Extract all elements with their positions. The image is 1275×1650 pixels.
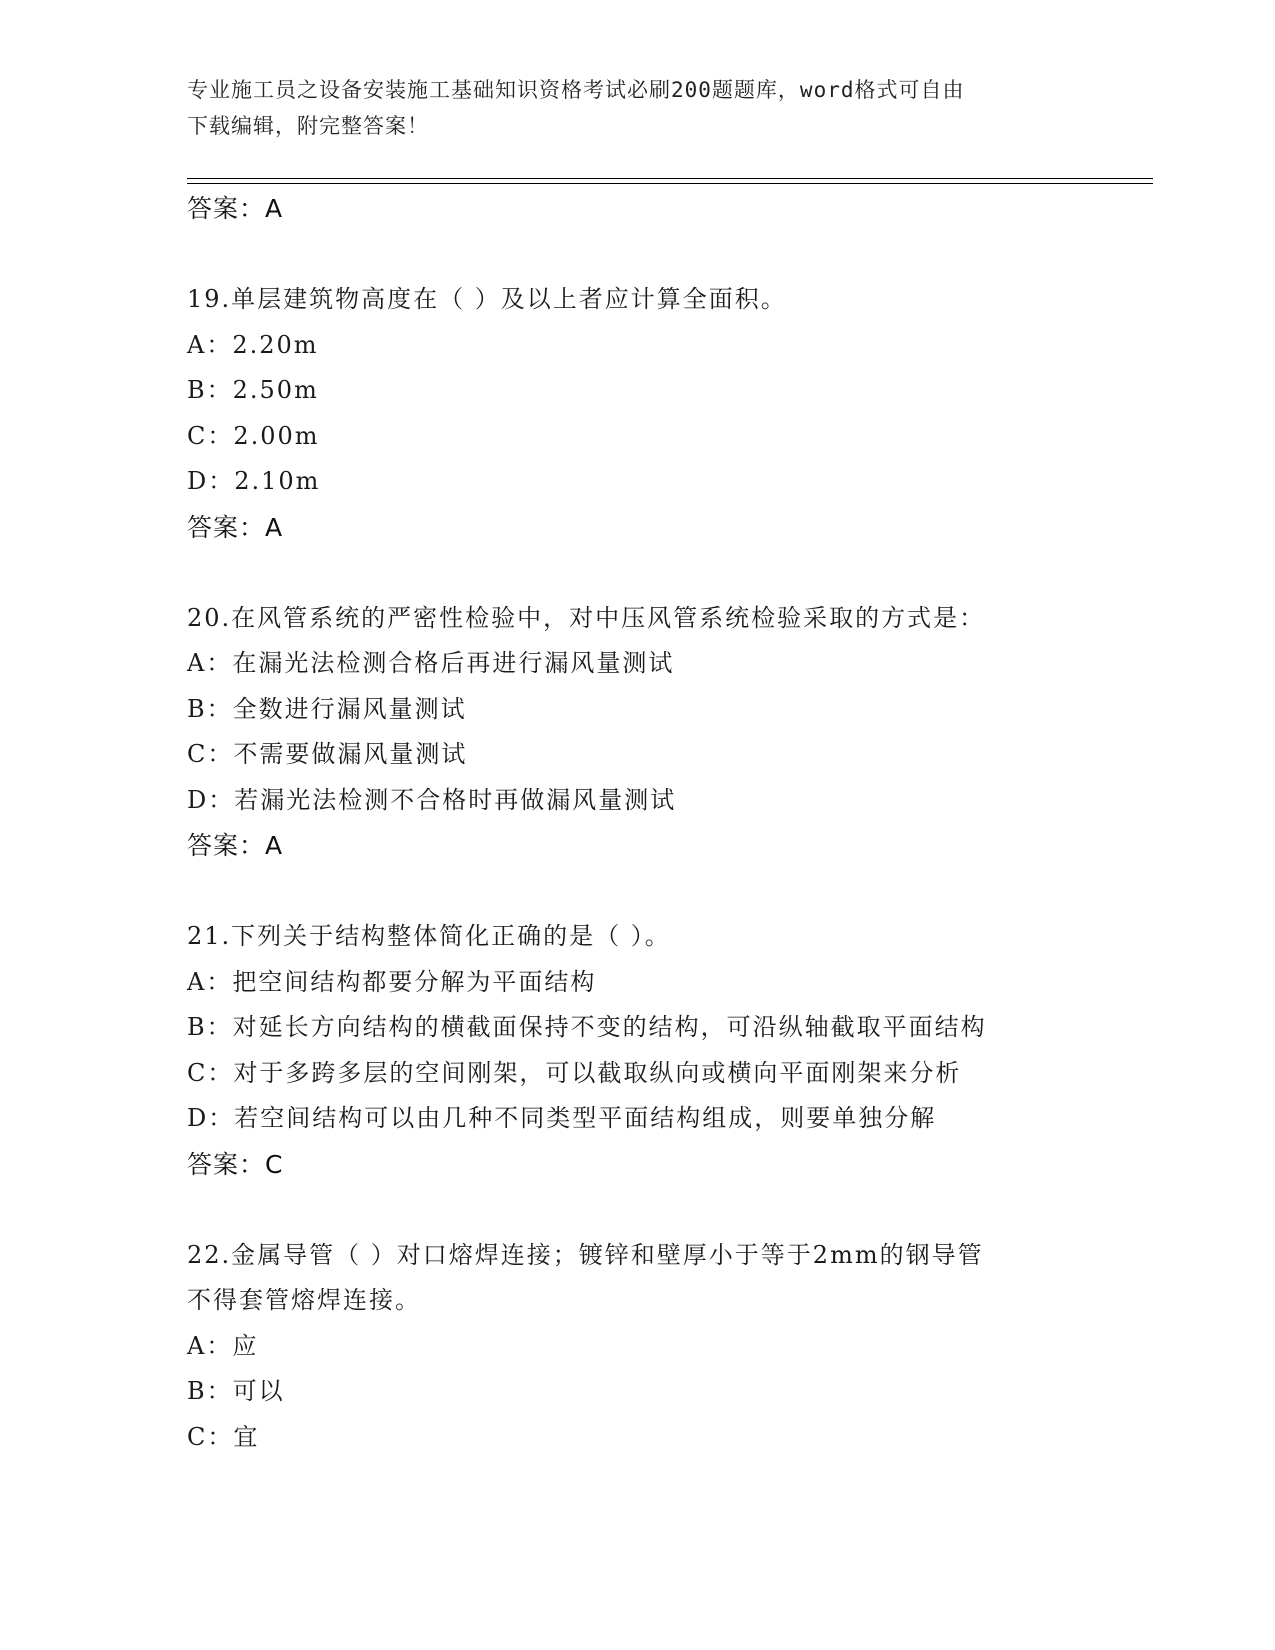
question-block (187, 914, 1153, 1187)
document-header (187, 72, 1087, 144)
question-stem-continued: 不得套管熔焊连接。 (187, 1286, 421, 1314)
option-b: B：对延长方向结构的横截面保持不变的结构，可沿纵轴截取平面结构 (187, 1013, 987, 1041)
option-c: C：2.00m (187, 421, 320, 450)
option-b: B：可以 (187, 1377, 285, 1405)
option-d: D：若漏光法检测不合格时再做漏风量测试 (187, 785, 677, 814)
question-stem: 22.金属导管（ ）对口熔焊连接；镀锌和壁厚小于等于2mm的钢导管 (187, 1240, 984, 1269)
question-list (187, 186, 1153, 1460)
answer-line: 答案：A (187, 194, 284, 223)
option-a: A：应 (187, 1331, 259, 1360)
option-c: C：不需要做漏风量测试 (187, 740, 468, 768)
option-a: A：在漏光法检测合格后再进行漏风量测试 (187, 649, 675, 677)
question-block (187, 277, 1153, 550)
header-line-1: 专业施工员之设备安装施工基础知识资格考试必刷200题题库，word格式可自由 (187, 78, 965, 102)
option-a: A：把空间结构都要分解为平面结构 (187, 967, 597, 996)
spacer (187, 232, 1153, 278)
option-c: C：对于多跨多层的空间刚架，可以截取纵向或横向平面刚架来分析 (187, 1058, 962, 1087)
question-block (187, 1233, 1153, 1461)
answer-line: 答案：A (187, 512, 284, 542)
spacer (187, 869, 1153, 915)
header-divider-bottom (187, 183, 1153, 184)
option-d: D：若空间结构可以由几种不同类型平面结构组成，则要单独分解 (187, 1104, 937, 1132)
option-b: B：2.50m (187, 376, 319, 404)
answer-line: 答案：A (187, 831, 284, 860)
question-stem: 21.下列关于结构整体简化正确的是（ ）。 (187, 922, 671, 950)
option-c: C：宜 (187, 1422, 260, 1451)
option-b: B：全数进行漏风量测试 (187, 694, 467, 723)
header-line-2: 下载编辑，附完整答案！ (187, 114, 429, 138)
header-divider-top (187, 178, 1153, 179)
question-block (187, 596, 1153, 869)
answer-line: 答案：C (187, 1149, 284, 1179)
question-stem: 19.单层建筑物高度在（ ）及以上者应计算全面积。 (187, 285, 787, 313)
spacer (187, 550, 1153, 596)
spacer (187, 1187, 1153, 1233)
option-a: A：2.20m (187, 330, 319, 359)
option-d: D：2.10m (187, 467, 321, 495)
question-stem: 20.在风管系统的严密性检验中，对中压风管系统检验采取的方式是： (187, 603, 986, 632)
